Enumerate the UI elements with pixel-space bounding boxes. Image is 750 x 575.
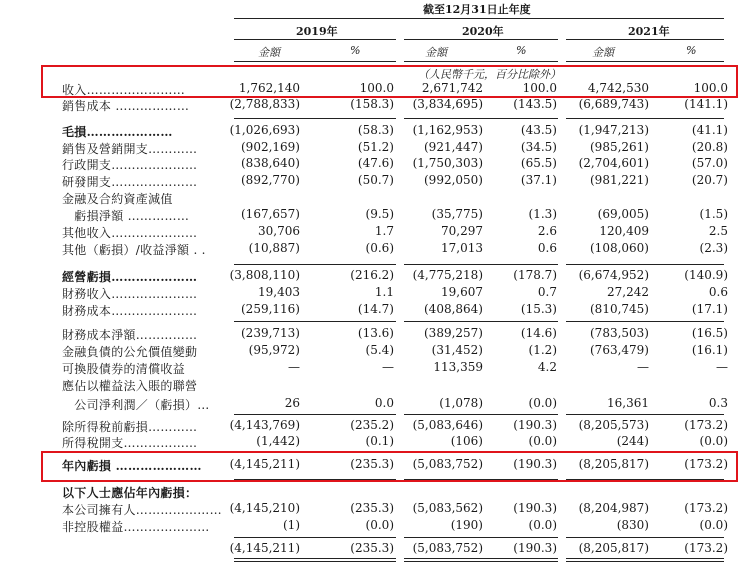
cell-pct-2019: (13.6) bbox=[357, 326, 394, 340]
cell-pct-2021: — bbox=[716, 360, 728, 374]
table-row bbox=[0, 285, 750, 301]
row-label: 財務收入………………… bbox=[62, 287, 198, 301]
table-row bbox=[0, 302, 750, 318]
table-row bbox=[0, 396, 750, 412]
row-label: 經營虧損………………… bbox=[62, 270, 198, 284]
cell-pct-2020: (190.3) bbox=[513, 501, 557, 515]
cell-pct-2020: (178.7) bbox=[513, 268, 557, 282]
cell-amount-2021: (6,689,743) bbox=[578, 97, 649, 111]
cell-pct-2019: (5.4) bbox=[365, 343, 394, 357]
cell-pct-2021: 100.0 bbox=[693, 81, 728, 95]
row-label: 以下人士應佔年內虧損： bbox=[62, 486, 198, 500]
row-label: 所得稅開支……………… bbox=[62, 436, 198, 450]
cell-amount-2021: (6,674,952) bbox=[578, 268, 649, 282]
table-row bbox=[0, 541, 750, 557]
cell-amount-2021: (763,479) bbox=[590, 343, 649, 357]
cell-pct-2019: 0.0 bbox=[374, 396, 394, 410]
cell-amount-2020: (5,083,646) bbox=[412, 418, 483, 432]
cell-amount-2019: (4,145,211) bbox=[229, 457, 300, 471]
cell-pct-2019: (216.2) bbox=[350, 268, 394, 282]
cell-amount-2020: 19,607 bbox=[441, 285, 483, 299]
cell-pct-2021: (140.9) bbox=[684, 268, 728, 282]
table-row bbox=[0, 501, 750, 517]
cell-amount-2019: (167,657) bbox=[241, 207, 300, 221]
cell-amount-2021: (985,261) bbox=[590, 140, 649, 154]
row-label: 虧損淨額 …………… bbox=[62, 209, 190, 223]
cell-pct-2020: (34.5) bbox=[520, 140, 557, 154]
cell-amount-2021: (8,205,817) bbox=[578, 541, 649, 555]
subtotal-rule bbox=[404, 537, 558, 538]
table-row bbox=[0, 434, 750, 450]
cell-amount-2019: (4,145,211) bbox=[229, 541, 300, 555]
table-row bbox=[0, 377, 750, 393]
row-label: 行政開支………………… bbox=[62, 158, 198, 172]
subtotal-rule bbox=[234, 537, 396, 538]
cell-pct-2021: 2.5 bbox=[708, 224, 728, 238]
cell-amount-2019: (1) bbox=[283, 518, 300, 532]
period-header: 截至12月31日止年度 bbox=[423, 3, 531, 16]
cell-amount-2021: 27,242 bbox=[607, 285, 649, 299]
subtotal-rule bbox=[566, 561, 724, 562]
cell-amount-2020: (1,078) bbox=[439, 396, 483, 410]
cell-pct-2019: 100.0 bbox=[359, 81, 394, 95]
cell-pct-2020: (1.2) bbox=[528, 343, 557, 357]
cell-amount-2020: (389,257) bbox=[424, 326, 483, 340]
subtotal-rule bbox=[566, 558, 724, 559]
subtotal-rule bbox=[234, 414, 396, 415]
cell-pct-2021: (173.2) bbox=[684, 457, 728, 471]
cell-pct-2020: (37.1) bbox=[520, 173, 557, 187]
cell-pct-2020: 4.2 bbox=[537, 360, 557, 374]
cell-amount-2019: (10,887) bbox=[248, 241, 300, 255]
sub-pct-2020: % bbox=[516, 44, 527, 57]
row-label: 金融負債的公允價值變動 bbox=[62, 345, 198, 359]
cell-amount-2020: (1,750,303) bbox=[412, 156, 483, 170]
cell-amount-2021: (8,204,987) bbox=[578, 501, 649, 515]
subtotal-rule bbox=[234, 118, 396, 119]
cell-amount-2019: 30,706 bbox=[258, 224, 300, 238]
sub-rule-2021 bbox=[566, 61, 724, 62]
cell-amount-2021: (830) bbox=[616, 518, 649, 532]
cell-pct-2021: (0.0) bbox=[699, 518, 728, 532]
sub-amount-2021: 金額 bbox=[592, 46, 614, 59]
table-row bbox=[0, 418, 750, 434]
cell-amount-2020: 2,671,742 bbox=[421, 81, 483, 95]
cell-pct-2021: (17.1) bbox=[691, 302, 728, 316]
year-2020: 2020年 bbox=[462, 25, 504, 38]
row-label: 收入…………………… bbox=[62, 83, 186, 97]
year-2021: 2021年 bbox=[628, 25, 670, 38]
cell-amount-2020: (190) bbox=[450, 518, 483, 532]
sub-pct-2021: % bbox=[686, 44, 697, 57]
subtotal-rule bbox=[404, 414, 558, 415]
cell-amount-2020: (106) bbox=[450, 434, 483, 448]
row-label: 研發開支………………… bbox=[62, 175, 198, 189]
row-label: 公司淨利潤／（虧損）… bbox=[62, 398, 210, 412]
cell-pct-2020: (14.6) bbox=[520, 326, 557, 340]
cell-pct-2021: (16.1) bbox=[691, 343, 728, 357]
cell-amount-2021: (810,745) bbox=[590, 302, 649, 316]
subtotal-rule bbox=[234, 558, 396, 559]
cell-amount-2020: (5,083,752) bbox=[412, 541, 483, 555]
table-row bbox=[0, 343, 750, 359]
cell-amount-2019: 1,762,140 bbox=[238, 81, 300, 95]
cell-pct-2021: 0.6 bbox=[708, 285, 728, 299]
cell-pct-2021: 0.3 bbox=[708, 396, 728, 410]
table-row bbox=[0, 140, 750, 156]
cell-pct-2019: (50.7) bbox=[357, 173, 394, 187]
subtotal-rule bbox=[234, 264, 396, 265]
subtotal-rule bbox=[404, 558, 558, 559]
cell-pct-2019: 1.7 bbox=[374, 224, 394, 238]
year-2019: 2019年 bbox=[296, 25, 338, 38]
cell-amount-2020: (408,864) bbox=[424, 302, 483, 316]
cell-amount-2020: (3,834,695) bbox=[412, 97, 483, 111]
table-row bbox=[0, 518, 750, 534]
cell-amount-2020: 17,013 bbox=[441, 241, 483, 255]
cell-pct-2019: (235.2) bbox=[350, 418, 394, 432]
cell-amount-2020: (921,447) bbox=[424, 140, 483, 154]
cell-amount-2020: (5,083,752) bbox=[412, 457, 483, 471]
sub-pct-2019: % bbox=[350, 44, 361, 57]
table-row bbox=[0, 268, 750, 284]
cell-amount-2021: (981,221) bbox=[590, 173, 649, 187]
sub-rule-2020 bbox=[404, 61, 558, 62]
cell-pct-2021: (0.0) bbox=[699, 434, 728, 448]
cell-pct-2020: 0.6 bbox=[537, 241, 557, 255]
cell-amount-2020: (5,083,562) bbox=[412, 501, 483, 515]
subtotal-rule bbox=[566, 264, 724, 265]
subtotal-rule bbox=[404, 561, 558, 562]
row-label: 應佔以權益法入賬的聯營 bbox=[62, 379, 198, 393]
subtotal-rule bbox=[566, 414, 724, 415]
table-row bbox=[0, 190, 750, 206]
cell-pct-2020: (143.5) bbox=[513, 97, 557, 111]
cell-pct-2019: (0.0) bbox=[365, 518, 394, 532]
cell-amount-2019: (892,770) bbox=[241, 173, 300, 187]
cell-pct-2019: (235.3) bbox=[350, 541, 394, 555]
subtotal-rule bbox=[234, 561, 396, 562]
table-row bbox=[0, 326, 750, 342]
cell-pct-2021: (20.8) bbox=[691, 140, 728, 154]
cell-pct-2019: 1.1 bbox=[374, 285, 394, 299]
cell-amount-2021: (8,205,817) bbox=[578, 457, 649, 471]
cell-pct-2021: (173.2) bbox=[684, 541, 728, 555]
subtotal-rule bbox=[566, 118, 724, 119]
cell-amount-2019: (95,972) bbox=[248, 343, 300, 357]
cell-amount-2020: (1,162,953) bbox=[412, 123, 483, 137]
subtotal-rule bbox=[566, 537, 724, 538]
cell-amount-2021: — bbox=[637, 360, 649, 374]
cell-amount-2020: 70,297 bbox=[441, 224, 483, 238]
cell-pct-2021: (173.2) bbox=[684, 501, 728, 515]
subtotal-rule bbox=[404, 264, 558, 265]
row-label: 年內虧損 ………………… bbox=[62, 459, 202, 473]
cell-amount-2019: (4,143,769) bbox=[229, 418, 300, 432]
cell-amount-2019: (4,145,210) bbox=[229, 501, 300, 515]
subtotal-rule bbox=[566, 321, 724, 322]
cell-pct-2020: (0.0) bbox=[528, 396, 557, 410]
table-row bbox=[0, 360, 750, 376]
cell-amount-2021: (783,503) bbox=[590, 326, 649, 340]
table-row bbox=[0, 241, 750, 257]
cell-amount-2021: (8,205,573) bbox=[578, 418, 649, 432]
cell-pct-2019: (235.3) bbox=[350, 457, 394, 471]
cell-pct-2021: (141.1) bbox=[684, 97, 728, 111]
highlight-box-loss-for-year bbox=[41, 451, 738, 482]
subtotal-rule bbox=[404, 321, 558, 322]
cell-pct-2019: (47.6) bbox=[357, 156, 394, 170]
cell-pct-2019: (0.1) bbox=[365, 434, 394, 448]
cell-amount-2020: 113,359 bbox=[433, 360, 483, 374]
cell-pct-2019: (14.7) bbox=[357, 302, 394, 316]
cell-pct-2021: (41.1) bbox=[691, 123, 728, 137]
cell-amount-2019: 19,403 bbox=[258, 285, 300, 299]
cell-pct-2019: (9.5) bbox=[365, 207, 394, 221]
row-label: 本公司擁有人………………… bbox=[62, 503, 222, 517]
cell-pct-2020: (65.5) bbox=[520, 156, 557, 170]
cell-amount-2019: (2,788,833) bbox=[229, 97, 300, 111]
row-label: 非控股權益………………… bbox=[62, 520, 210, 534]
cell-pct-2019: (0.6) bbox=[365, 241, 394, 255]
row-label: 除所得稅前虧損………… bbox=[62, 420, 198, 434]
cell-pct-2020: 0.7 bbox=[537, 285, 557, 299]
cell-pct-2020: (190.3) bbox=[513, 457, 557, 471]
cell-amount-2021: (69,005) bbox=[597, 207, 649, 221]
cell-amount-2019: (838,640) bbox=[241, 156, 300, 170]
row-label: 財務成本淨額…………… bbox=[62, 328, 198, 342]
cell-pct-2021: (20.7) bbox=[691, 173, 728, 187]
cell-pct-2020: 100.0 bbox=[522, 81, 557, 95]
cell-amount-2019: (902,169) bbox=[241, 140, 300, 154]
row-label: 銷售及營銷開支………… bbox=[62, 142, 198, 156]
cell-pct-2019: (235.3) bbox=[350, 501, 394, 515]
year-rule-2020 bbox=[404, 39, 558, 40]
cell-pct-2020: (1.3) bbox=[528, 207, 557, 221]
year-rule-2019 bbox=[234, 39, 396, 40]
cell-amount-2019: — bbox=[288, 360, 300, 374]
row-label: 毛損………………… bbox=[62, 125, 173, 139]
row-label: 可換股債券的清償收益 bbox=[62, 362, 186, 376]
cell-pct-2019: (51.2) bbox=[357, 140, 394, 154]
table-row bbox=[0, 97, 750, 113]
cell-pct-2021: (16.5) bbox=[691, 326, 728, 340]
table-row bbox=[0, 484, 750, 500]
table-row bbox=[0, 123, 750, 139]
cell-pct-2020: 2.6 bbox=[537, 224, 557, 238]
cell-pct-2020: (0.0) bbox=[528, 518, 557, 532]
period-rule bbox=[234, 18, 724, 19]
row-label: 其他（虧損）/收益淨額 . . bbox=[62, 243, 206, 257]
cell-pct-2021: (57.0) bbox=[691, 156, 728, 170]
cell-amount-2019: (259,116) bbox=[241, 302, 300, 316]
cell-amount-2019: 26 bbox=[284, 396, 300, 410]
cell-amount-2019: (1,026,693) bbox=[229, 123, 300, 137]
cell-amount-2020: (4,775,218) bbox=[412, 268, 483, 282]
sub-amount-2019: 金額 bbox=[258, 46, 280, 59]
subtotal-rule bbox=[404, 118, 558, 119]
cell-amount-2020: (992,050) bbox=[424, 173, 483, 187]
cell-amount-2021: 16,361 bbox=[607, 396, 649, 410]
table-row bbox=[0, 207, 750, 223]
cell-pct-2021: (1.5) bbox=[699, 207, 728, 221]
sub-rule-2019 bbox=[234, 61, 396, 62]
cell-amount-2021: (108,060) bbox=[590, 241, 649, 255]
row-label: 銷售成本 ……………… bbox=[62, 99, 190, 113]
cell-pct-2020: (190.3) bbox=[513, 418, 557, 432]
sub-amount-2020: 金額 bbox=[425, 46, 447, 59]
cell-amount-2021: (244) bbox=[616, 434, 649, 448]
cell-amount-2021: (2,704,601) bbox=[578, 156, 649, 170]
cell-amount-2019: (239,713) bbox=[241, 326, 300, 340]
cell-amount-2021: 4,742,530 bbox=[587, 81, 649, 95]
cell-pct-2021: (2.3) bbox=[699, 241, 728, 255]
cell-pct-2020: (15.3) bbox=[520, 302, 557, 316]
cell-pct-2021: (173.2) bbox=[684, 418, 728, 432]
highlight-box-revenue bbox=[41, 65, 738, 98]
cell-amount-2019: (3,808,110) bbox=[229, 268, 300, 282]
cell-pct-2020: (43.5) bbox=[520, 123, 557, 137]
cell-pct-2020: (0.0) bbox=[528, 434, 557, 448]
subtotal-rule bbox=[234, 321, 396, 322]
table-row bbox=[0, 224, 750, 240]
cell-pct-2019: (158.3) bbox=[350, 97, 394, 111]
cell-amount-2021: 120,409 bbox=[599, 224, 649, 238]
row-label: 財務成本………………… bbox=[62, 304, 198, 318]
cell-amount-2020: (35,775) bbox=[431, 207, 483, 221]
year-rule-2021 bbox=[566, 39, 724, 40]
cell-pct-2020: (190.3) bbox=[513, 541, 557, 555]
cell-amount-2019: (1,442) bbox=[256, 434, 300, 448]
unit-note: （人民幣千元，百分比除外） bbox=[418, 68, 561, 81]
cell-amount-2021: (1,947,213) bbox=[578, 123, 649, 137]
row-label: 金融及合約資產減值 bbox=[62, 192, 173, 206]
cell-pct-2019: (58.3) bbox=[357, 123, 394, 137]
row-label: 其他收入………………… bbox=[62, 226, 198, 240]
table-row bbox=[0, 173, 750, 189]
cell-amount-2020: (31,452) bbox=[431, 343, 483, 357]
cell-pct-2019: — bbox=[382, 360, 394, 374]
table-row bbox=[0, 156, 750, 172]
